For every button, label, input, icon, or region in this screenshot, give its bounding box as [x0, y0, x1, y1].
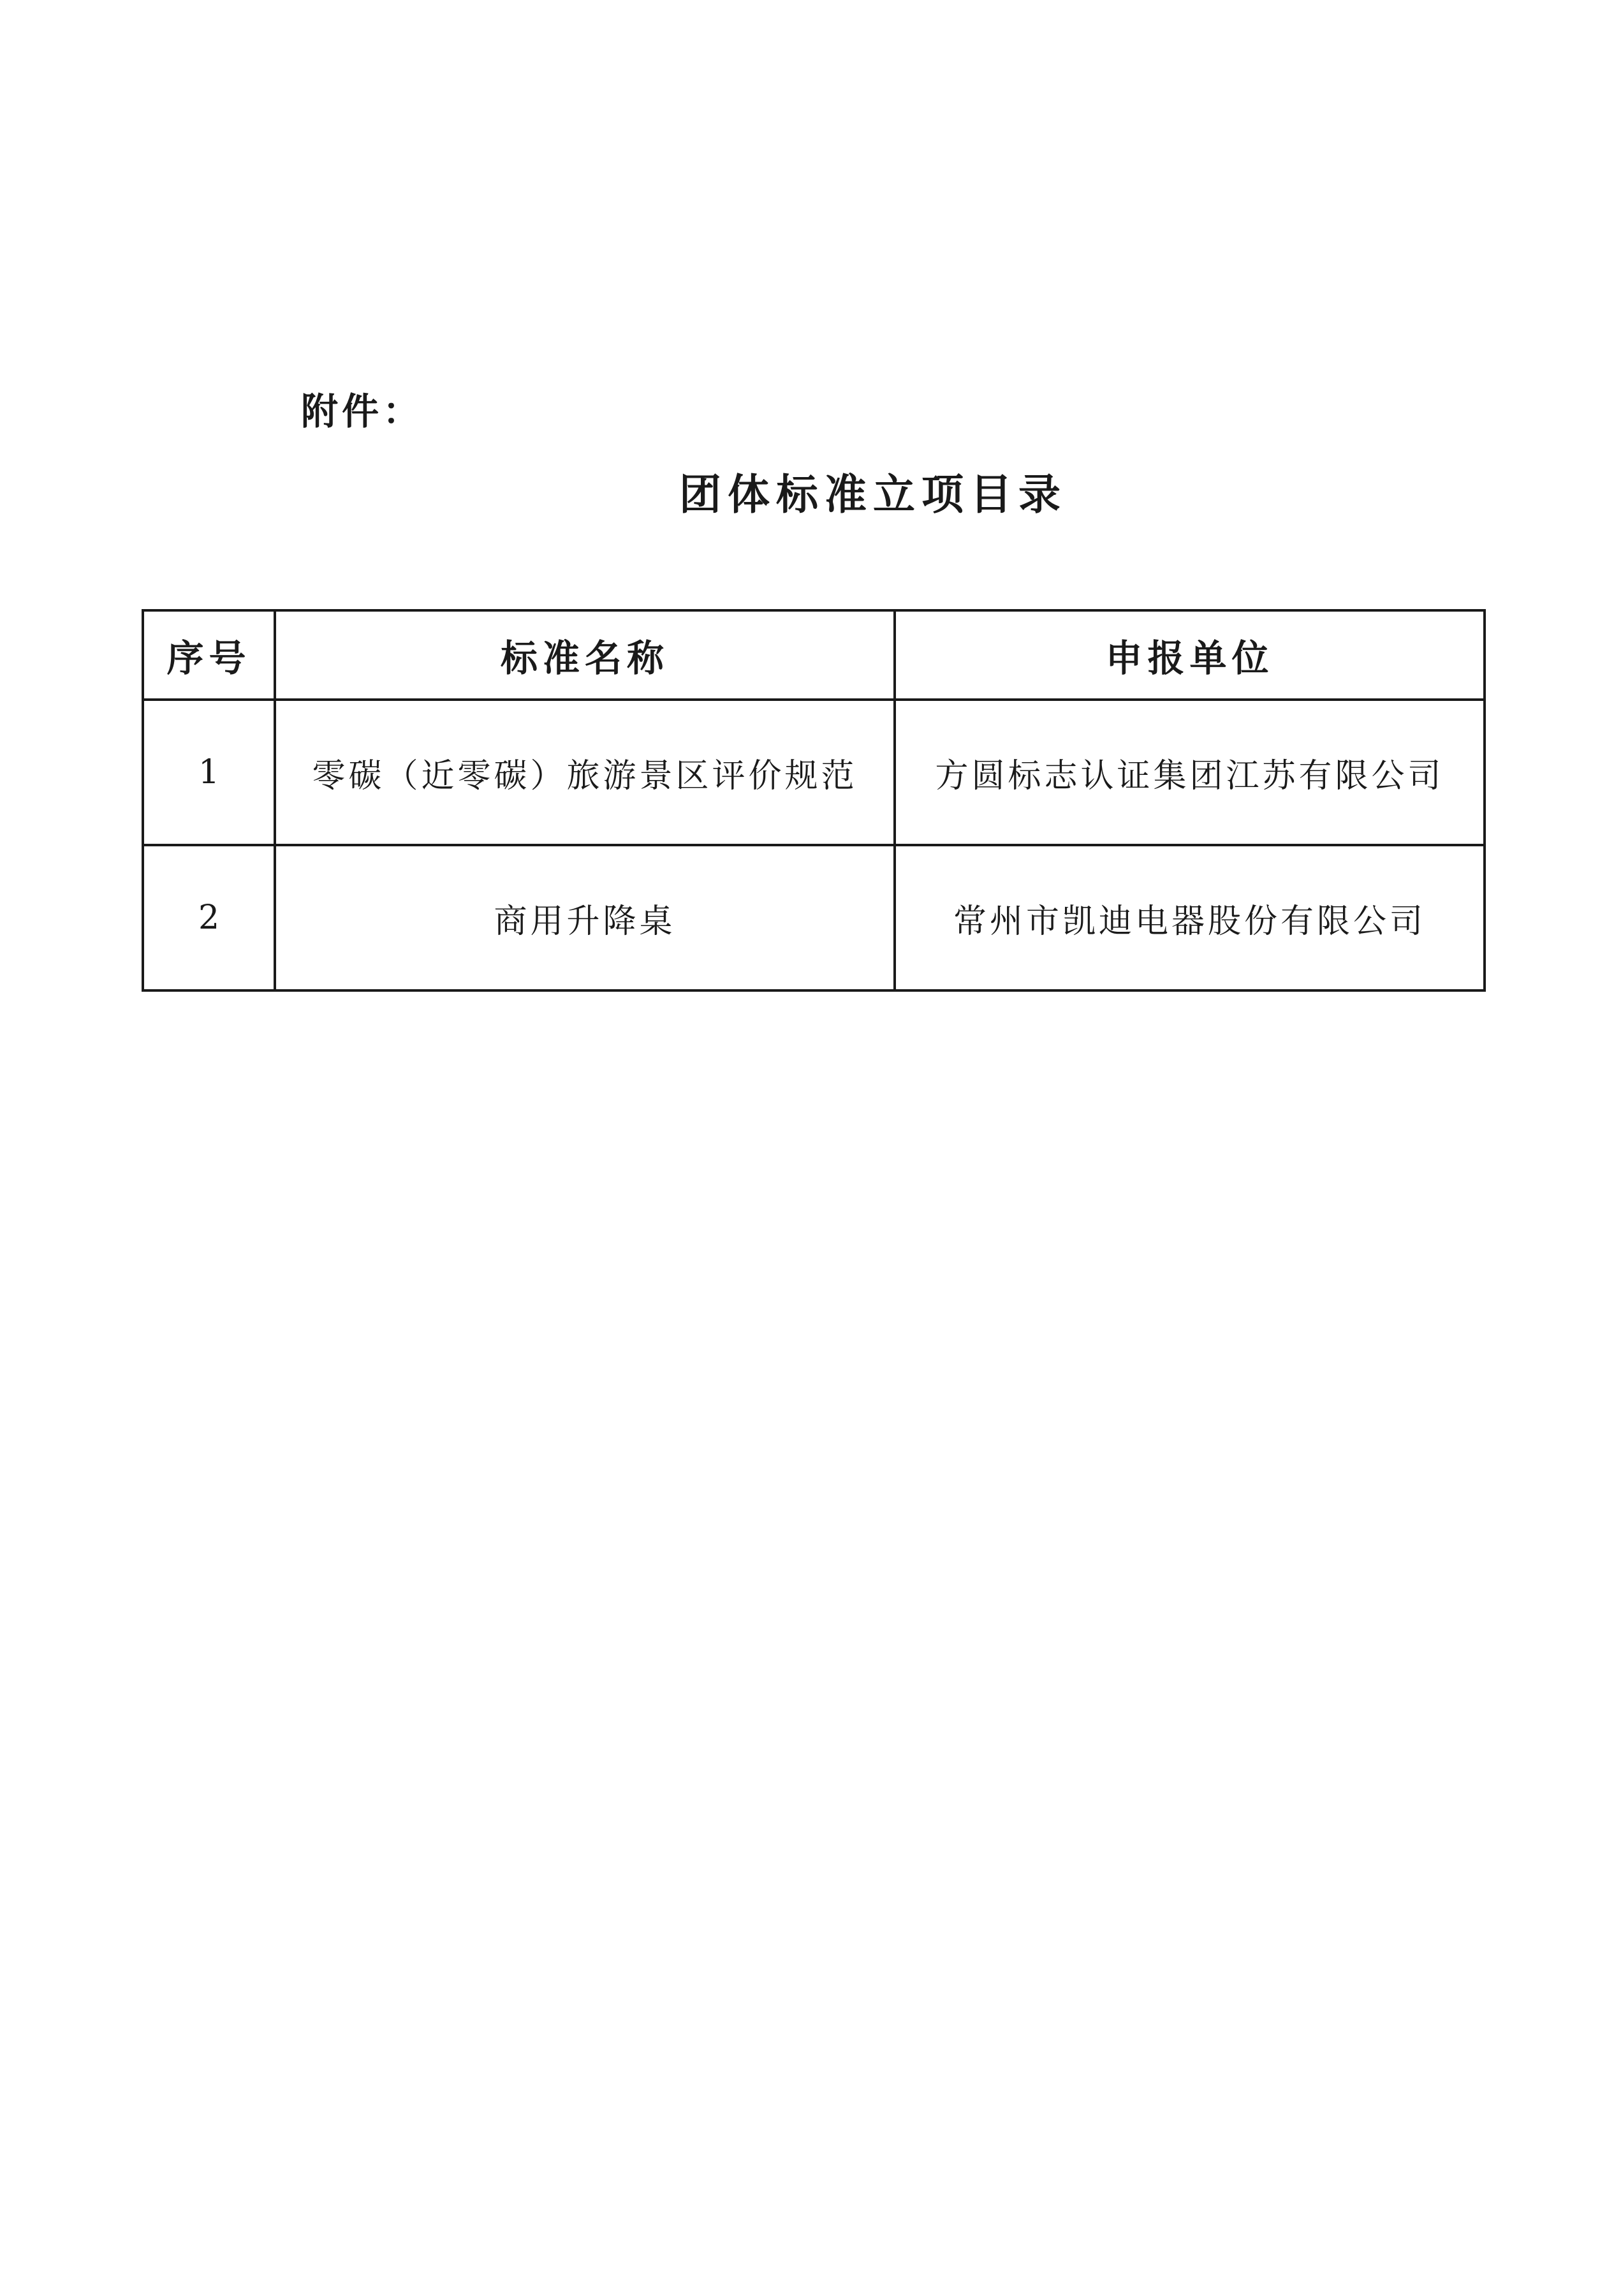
attachment-label: 附件： — [301, 390, 424, 433]
table-header-row — [143, 610, 1485, 700]
column-header-unit: 申报单位 — [895, 610, 1485, 700]
project-list-table — [142, 609, 1486, 992]
table-row — [143, 845, 1485, 990]
page-title: 团体标准立项目录 — [679, 470, 1067, 519]
cell-applicant-unit: 常州市凯迪电器股份有限公司 — [895, 845, 1485, 990]
table-row — [143, 700, 1485, 845]
column-header-name: 标准名称 — [275, 610, 895, 700]
column-header-seq: 序号 — [143, 610, 275, 700]
cell-seq: 1 — [143, 700, 275, 845]
cell-applicant-unit: 方圆标志认证集团江苏有限公司 — [895, 700, 1485, 845]
cell-standard-name: 商用升降桌 — [275, 845, 895, 990]
cell-seq: 2 — [143, 845, 275, 990]
cell-standard-name: 零碳（近零碳）旅游景区评价规范 — [275, 700, 895, 845]
